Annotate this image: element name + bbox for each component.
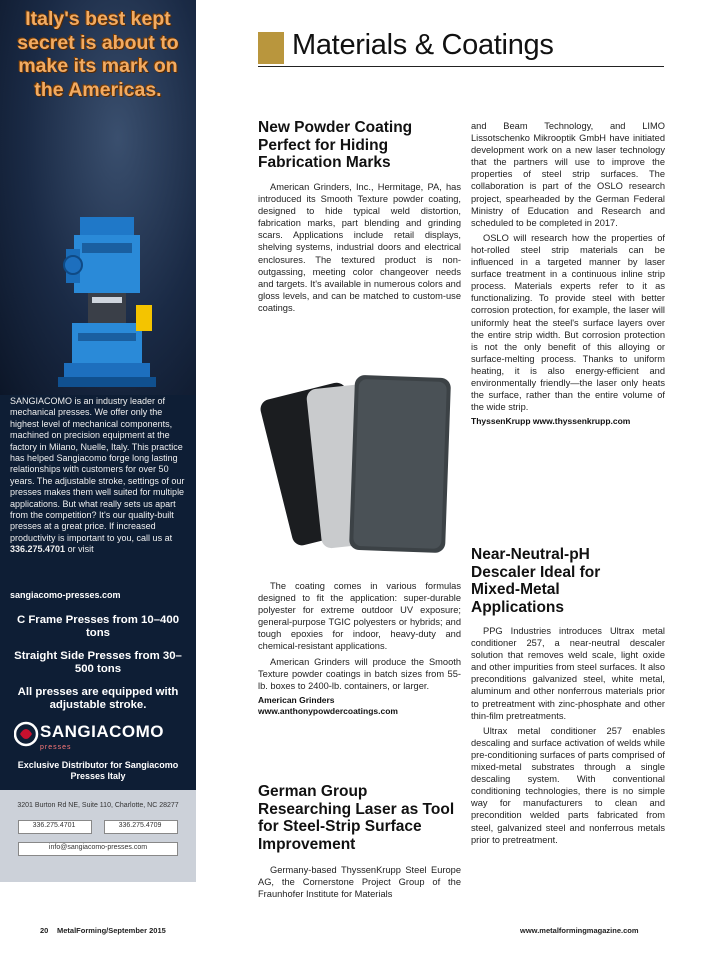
article-body-german-laser-cont: [471, 120, 665, 427]
header-rule: [258, 66, 664, 67]
article-title-german-laser: German Group Researching Laser as Tool for Steel-Strip Surface Improvement: [258, 783, 455, 853]
credit-url-link[interactable]: www.thyssenkrupp.com: [532, 416, 631, 427]
credit-company: ThyssenKrupp: [471, 416, 531, 427]
ad-body-main: SANGIACOMO is an industry leader of mechanical presses. We offer only the highest level of mechanical components, machined on precision equipment at the factory in Milano, Nuelle, Italy. This practice has helped Sangiacomo forge long lasting relationships with customers for over 50 years. The adjustable stroke, settings of our presses makes them well suited for multiple applications. But what really sets us apart from the competition? It's our quality-built presses at a great price. If increased productivity is important to you, call us at: [10, 396, 185, 543]
article-body-powder-coating-cont: [258, 580, 461, 717]
section-title: Materials & Coatings: [292, 29, 554, 61]
ad-headline: Italy's best kept secret is about to make its mark on the Americas.: [17, 8, 179, 101]
paragraph: American Grinders, Inc., Hermitage, PA, has introduced its Smooth Texture powder coating, designed to hide typical weld distortion, fabrication marks, part blending and grinding scars. Applications include retail displays, shelving systems, industrial doors and electrical enclosures. The textured product is non-outgassing, meeting color changeover needs and targets. It's available in numerous colors and gloss levels, and can be matched to custom-use coatings.: [258, 182, 461, 313]
ad-feature-adjustable-stroke: All presses are equipped with adjustable stroke.: [17, 686, 179, 711]
ad-website-link[interactable]: sangiacomo-presses.com: [10, 590, 121, 600]
article-body-powder-coating: [258, 181, 461, 317]
press-machine-image: [52, 215, 162, 390]
paragraph: American Grinders will produce the Smooth Texture powder coatings in batch sizes from 55-lb. boxes to 2400-lb. containers, or larger.: [258, 656, 461, 691]
ad-address: 3201 Burton Rd NE, Suite 110, Charlotte, NC 28277: [17, 802, 179, 809]
ad-footer-phone-1[interactable]: 336.275.4701: [32, 822, 76, 829]
article-title-descaler: Near-Neutral-pH Descaler Ideal for Mixed-Metal Applications: [471, 546, 601, 616]
article-title-powder-coating: New Powder Coating Perfect for Hiding Fabrication Marks: [258, 119, 413, 171]
ad-body-end: or visit: [67, 544, 94, 555]
paragraph: Germany-based ThyssenKrupp Steel Europe AG, the Cornerstone Project Group of the Fraunhofer Institute for Materials: [258, 865, 461, 900]
publication-issue: MetalForming/September 2015: [57, 926, 166, 935]
paragraph: and Beam Technology, and LIMO Lissotschenko Mikrooptik GmbH have initiated development work on a new laser technology that the partners will use to improve the properties of steel strip surfaces. The collaboration is part of the OSLO research project, spearheaded by the German Federal Ministry of Education and Research and scheduled to be completed in 2017.: [471, 121, 665, 228]
ad-contact-footer: [0, 790, 196, 882]
paragraph: The coating comes in various formulas designed to fit the application: super-durable polyester for extreme outdoor UV exposure; general-purpose TGIC polyesters or hybrids; and tough epoxies for indoor, heavy-duty and chemical-resistant applications.: [258, 581, 461, 652]
paragraph: PPG Industries introduces Ultrax metal conditioner 257, a near-neutral descaler solution that removes weld scale, light oxide and other impurities from steel surfaces. It also preconditions galvanized steel, white metal, aluminum and other nonferrous materials prior to pretreatment with zinc-phosphate and other thin-film pretreatments.: [471, 626, 665, 721]
ad-distributor-note: Exclusive Distributor for Sangiacomo Presses Italy: [17, 760, 179, 781]
section-color-bar: [258, 32, 284, 64]
article-body-descaler: [471, 625, 665, 849]
paragraph: OSLO will research how the properties of hot-rolled steel strip materials can be influenced in a targeted manner by laser surface treatment in a continuous inline strip process. Materials experts refer to it as functionalizing. To provide steel with better corrosion protection, for example, the laser will uniformly heat the steel's surface layers over the entire strip width. But corrosion protection is not the only benefit of this alloying or surface-melting process. Thanks to uniform heating, it is also energy-efficient and environmentally friendly—the laser only heats the surface, rather than the entire volume of the wide strip.: [471, 232, 665, 413]
paragraph: Ultrax metal conditioner 257 enables descaling and surface activation of welds while pre-conditioning surfaces of parts comprised of mixed-metal substrates through a single descaling system. With conventional conditioning technologies, there is no simple way for manufacturers to clean and precondition welded parts fabricated from steel, galvanized steel and nonferrous metals prior to pretreatment.: [471, 725, 665, 845]
credit-url-link[interactable]: www.anthonypowdercoatings.com: [258, 705, 398, 716]
credit-company: American Grinders: [258, 694, 335, 705]
ad-footer-phone-2[interactable]: 336.275.4709: [118, 822, 162, 829]
ad-feature-c-frame: C Frame Presses from 10–400 tons: [16, 614, 180, 639]
page-number: 20: [40, 926, 49, 935]
magazine-website-link[interactable]: www.metalformingmagazine.com: [520, 926, 639, 935]
ad-body-text: [10, 396, 188, 556]
credit-line: [471, 416, 665, 427]
ad-logo-text: SANGIACOMO: [40, 722, 164, 741]
advertisement[interactable]: [0, 0, 196, 882]
ad-phone[interactable]: 336.275.4701: [10, 544, 66, 555]
ad-feature-straight-side: Straight Side Presses from 30–500 tons: [14, 650, 182, 675]
ad-features: [6, 614, 190, 712]
ad-logo-subtext: presses: [40, 744, 72, 751]
ad-footer-email[interactable]: info@sangiacomo-presses.com: [48, 844, 148, 851]
powder-coating-samples-photo: [256, 365, 466, 570]
article-body-german-laser: [258, 864, 461, 903]
